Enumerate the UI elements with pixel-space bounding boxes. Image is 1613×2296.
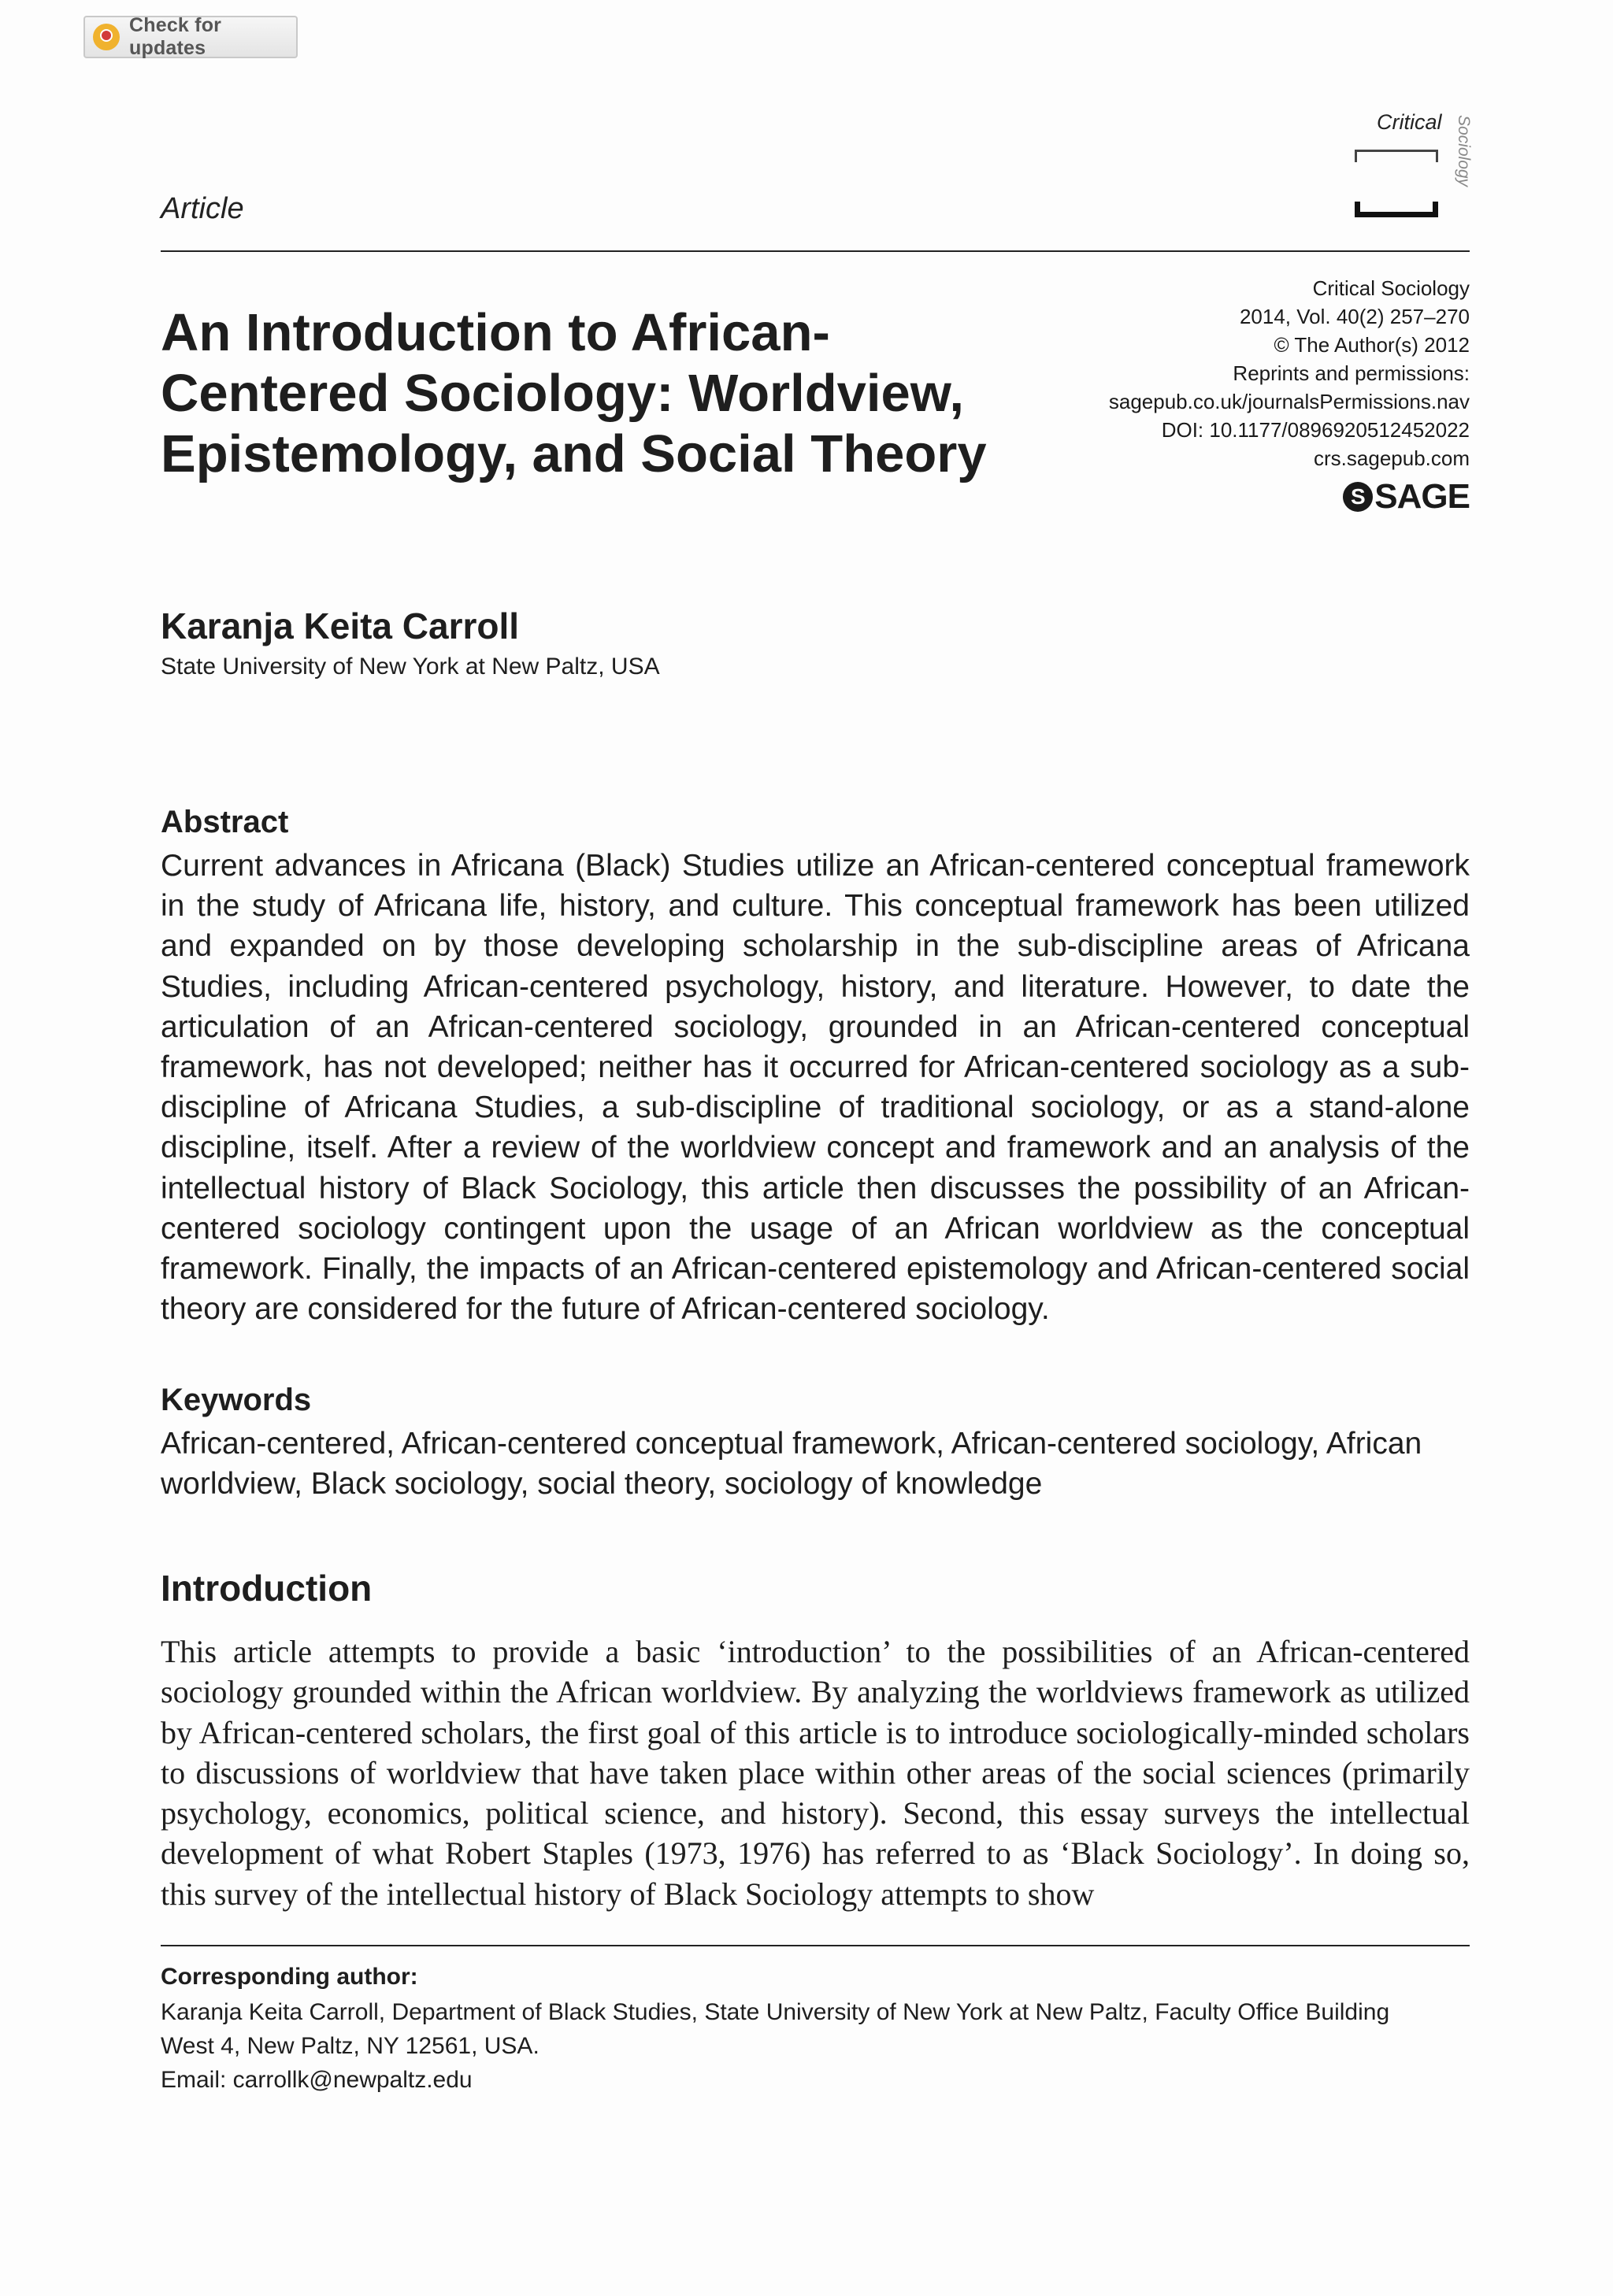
article-title [161, 302, 988, 484]
author-name: Karanja Keita Carroll [161, 605, 520, 646]
publication-info [1109, 274, 1470, 472]
author-affiliation: State University of New York at New Paltz, USA [161, 654, 660, 680]
reprints-label: Reprints and permissions: [1233, 361, 1470, 385]
journal-website-link[interactable]: crs.sagepub.com [1314, 446, 1470, 470]
doi-link[interactable]: DOI: 10.1177/0896920512452022 [1161, 418, 1470, 442]
logo-bracket-top [1355, 150, 1438, 162]
check-for-updates-label: Check for updates [129, 14, 222, 59]
copyright-notice: © The Author(s) 2012 [1274, 333, 1470, 357]
title-line: Epistemology, and Social Theory [161, 424, 987, 483]
introduction-heading: Introduction [161, 1568, 373, 1609]
check-for-updates-button[interactable] [83, 16, 298, 58]
logo-bracket-bottom [1355, 202, 1438, 217]
corresponding-author-details [161, 1995, 1470, 2097]
journal-logo [1355, 110, 1481, 228]
corresponding-line: Karanja Keita Carroll, Department of Black Studies, State University of New York at New Paltz, Faculty Office Building [161, 1999, 1390, 2025]
journal-name: Critical Sociology [1312, 276, 1470, 300]
volume-info: 2014, Vol. 40(2) 257–270 [1239, 305, 1470, 328]
footnote-divider [161, 1945, 1470, 1946]
keywords-heading: Keywords [161, 1383, 312, 1417]
journal-logo-sociology: Sociology [1455, 115, 1473, 187]
keywords-list: African-centered, African-centered conceptual framework, African-centered sociology, African worldview, Black sociology, social theory, sociology of knowledge [161, 1427, 1422, 1501]
crossmark-icon [93, 24, 120, 50]
sage-wordmark: SAGE [1374, 477, 1470, 516]
title-line: Centered Sociology: Worldview, [161, 364, 965, 423]
sage-s-icon: S [1343, 482, 1373, 512]
reprints-link[interactable]: sagepub.co.uk/journalsPermissions.nav [1108, 390, 1470, 413]
introduction-body: This article attempts to provide a basic ‘introduction’ to the possibilities of an African-centered sociology grounded within the African worldview. By analyzing the worldviews framework as utilized by African-centered scholars, the first goal of this article is to introduce sociologically-minded scholars to discussions of worldview that have taken place within other areas of the social sciences (primarily psychology, economics, political science, and history). Second, this essay surveys the intellectual development of what Robert Staples (1973, 1976) has referred to as ‘Black Sociology’. In doing so, this survey of the intellectual history of Black Sociology attempts to show [161, 1634, 1470, 1912]
abstract-body: Current advances in Africana (Black) Studies utilize an African-centered conceptual framework in the study of Africana life, history, and culture. This conceptual framework has been utilized and expanded on by those developing scholarship in the sub-discipline areas of Africana Studies, including African-centered psychology, history, and literature. However, to date the articulation of an African-centered sociology, grounded in an African-centered conceptual framework, has not developed; neither has it occurred for African-centered sociology as a sub-discipline of Africana Studies, a sub-discipline of traditional sociology, or as a stand-alone discipline, itself. After a review of the worldview concept and framework and an analysis of the intellectual history of Black Sociology, this article then discusses the possibility of an African-centered sociology contingent upon the usage of an African worldview as the conceptual framework. Finally, the impacts of an African-centered epistemology and African-centered social theory are considered for the future of African-centered sociology. [161, 849, 1470, 1327]
article-type-label: Article [161, 192, 244, 225]
sage-logo [1343, 477, 1470, 517]
journal-logo-critical: Critical [1377, 110, 1442, 134]
abstract-heading: Abstract [161, 805, 289, 839]
title-line: An Introduction to African- [161, 303, 830, 362]
corresponding-email[interactable]: Email: carrollk@newpaltz.edu [161, 2067, 473, 2093]
header-divider [161, 250, 1470, 252]
corresponding-line: West 4, New Paltz, NY 12561, USA. [161, 2033, 540, 2059]
corresponding-author-heading: Corresponding author: [161, 1964, 418, 1990]
